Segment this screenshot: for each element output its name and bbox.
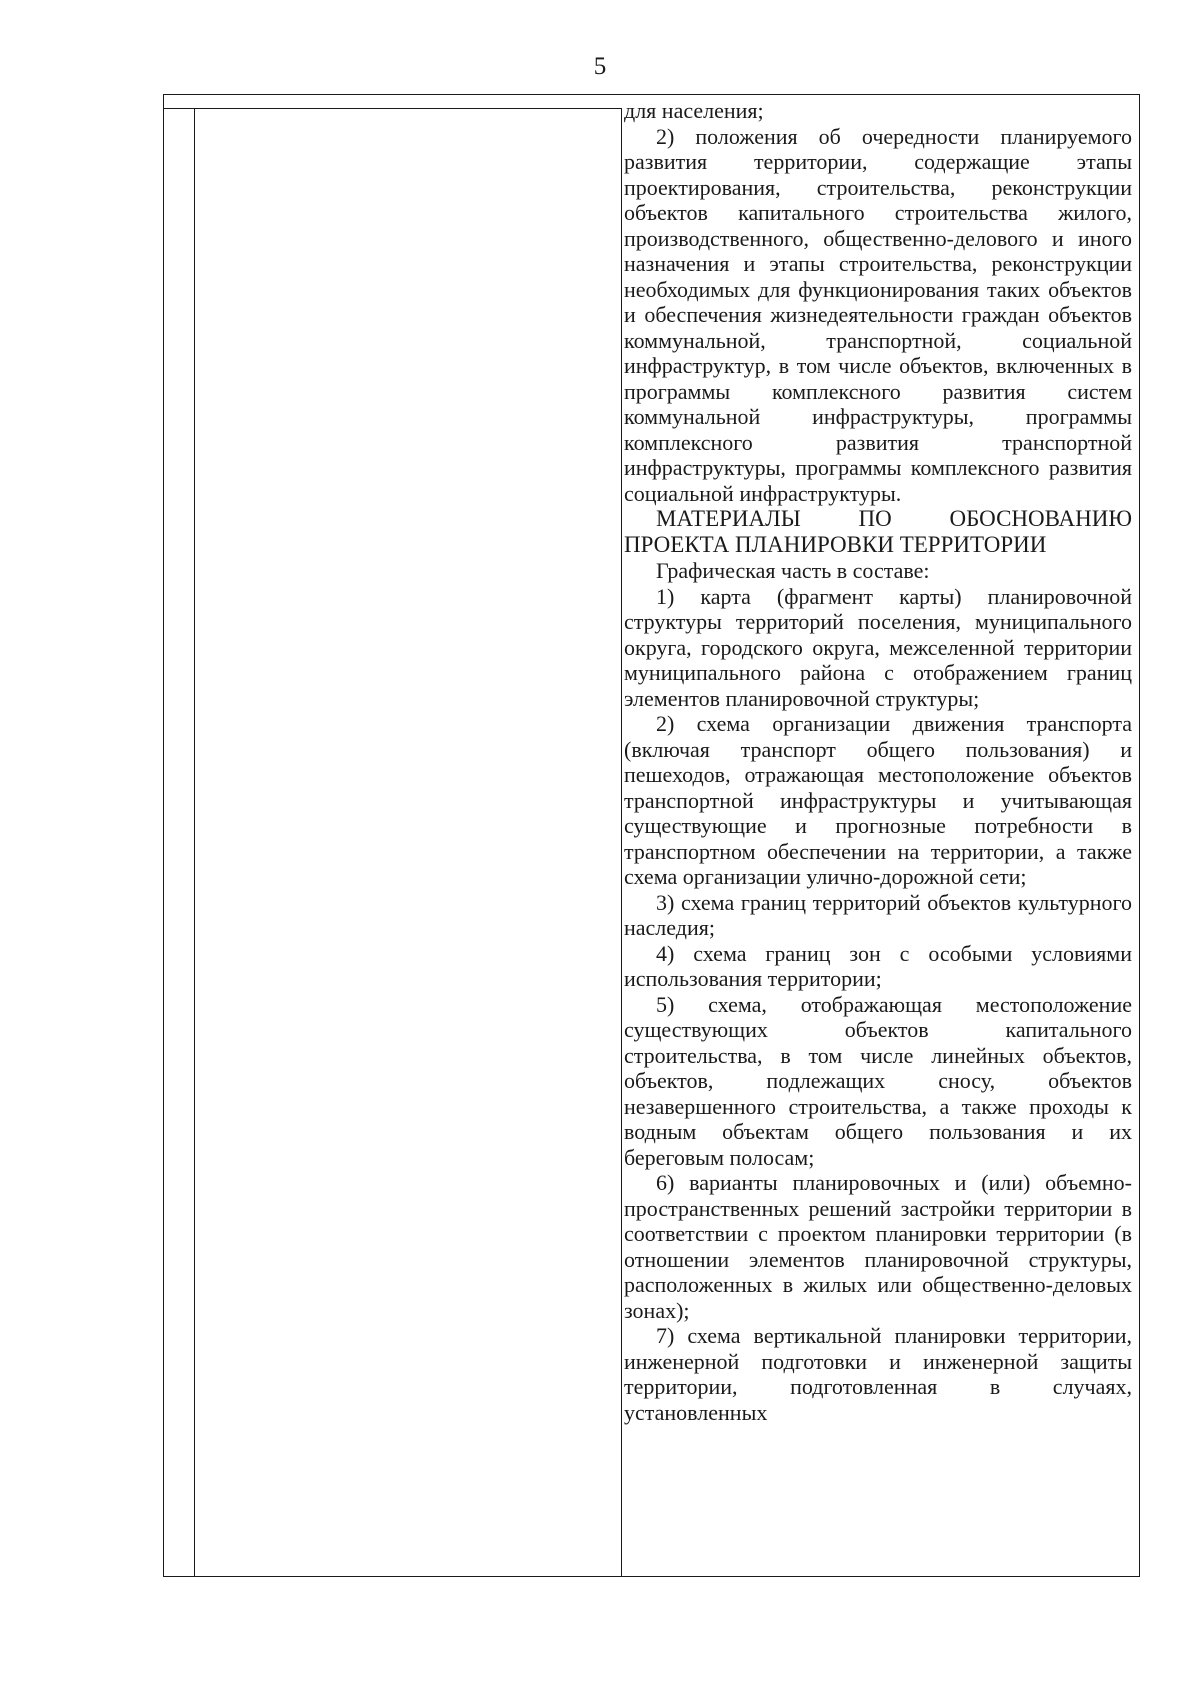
list-item: 1) карта (фрагмент карты) планировочной структуры территорий поселения, муниципального округа, городского округа, межселенной территории муниципального района с отображением границ элементов планировочной структуры;	[624, 583, 1132, 711]
section-heading: МАТЕРИАЛЫ ПО ОБОСНОВАНИЮ ПРОЕКТА ПЛАНИРОВКИ ТЕРРИТОРИИ	[624, 506, 1132, 557]
graphic-part-intro: Графическая часть в составе:	[656, 558, 930, 583]
page-number: 5	[593, 53, 607, 80]
column-divider-2	[621, 108, 622, 1576]
list-item: 2) схема организации движения транспорта (включая транспорт общего пользования) и пешеходов, отражающая местоположение объектов транспортной инфраструктуры и учитывающая существующие и прогнозные потребности в транспортном обеспечении на территории, а также схема организации улично-дорожной сети;	[624, 711, 1132, 889]
list-item: 6) варианты планировочных и (или) объемно-пространственных решений застройки территории в соответствии с проектом планировки территории (в отношении элементов планировочной структуры, расположенных в жилых или общественно-деловых зонах);	[624, 1170, 1132, 1323]
column-divider-1	[194, 108, 195, 1576]
list-item: 7) схема вертикальной планировки территории, инженерной подготовки и инженерной защиты территории, подготовленная в случаях, установленных	[624, 1323, 1132, 1425]
list-item: 4) схема границ зон с особыми условиями использования территории;	[624, 940, 1132, 991]
list-item: 5) схема, отображающая местоположение существующих объектов капитального строительства, в том числе линейных объектов, объектов, подлежащих сносу, объектов незавершенного строительства, а также проходы к водным объектам общего пользования и их береговым полосам;	[624, 991, 1132, 1170]
table-top-ledge	[164, 108, 621, 109]
paragraph-item-2: 2) положения об очередности планируемого развития территории, содержащие этапы проектирования, строительства, реконструкции объектов капитального строительства жилого, производственного, общественно-делового и иного назначения и этапы строительства, реконструкции необходимых для функционирования таких объектов и обеспечения жизнедеятельности граждан объектов коммунальной, транспортной, социальной инфраструктур, в том числе объектов, включенных в программы комплексного развития систем коммунальной инфраструктуры, программы комплексного развития транспортной инфраструктуры, программы комплексного развития социальной инфраструктуры.	[624, 123, 1132, 506]
list-item: 3) схема границ территорий объектов культурного наследия;	[624, 889, 1132, 940]
paragraph-continuation: для населения;	[624, 98, 764, 123]
table-cell-text	[624, 98, 1132, 1425]
